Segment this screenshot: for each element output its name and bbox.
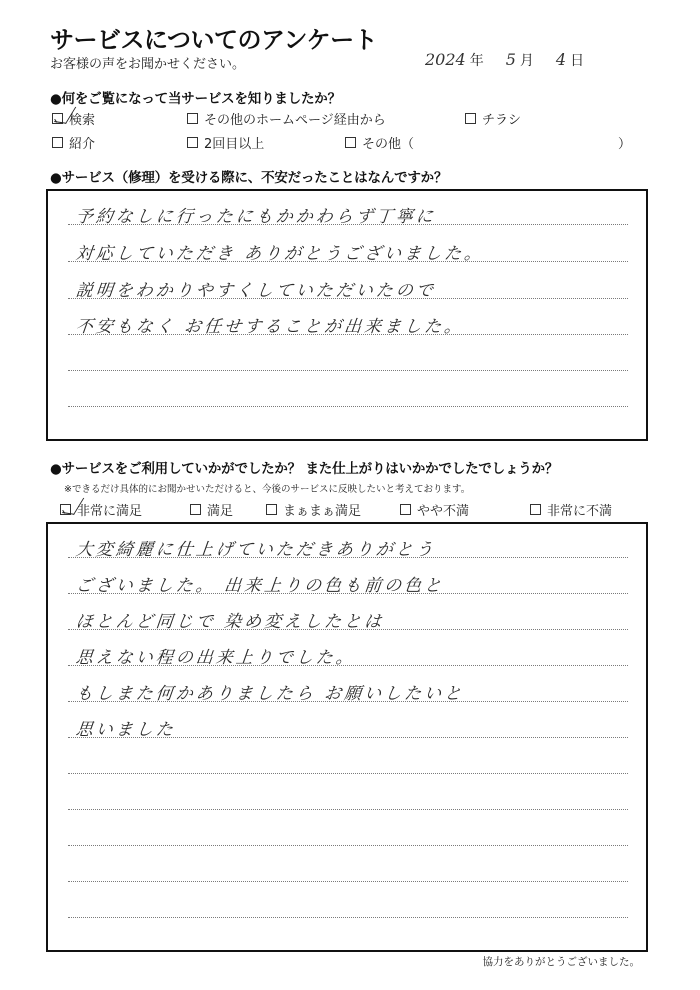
q1-option-repeat[interactable] bbox=[187, 133, 264, 152]
date-year-unit: 年 bbox=[469, 53, 484, 69]
q3-rating-label: 非常に不満 bbox=[547, 504, 613, 519]
checkbox-checked-icon[interactable] bbox=[60, 504, 71, 515]
q3-rating-somewhat-dissatisfied[interactable] bbox=[400, 500, 469, 519]
checkbox-icon[interactable] bbox=[345, 137, 356, 148]
checkbox-icon[interactable] bbox=[266, 504, 277, 515]
checkbox-icon[interactable] bbox=[187, 137, 198, 148]
date-year-value[interactable]: 2024 bbox=[425, 50, 466, 69]
ruled-line bbox=[68, 917, 628, 918]
q1-option-label: 2回目以上 bbox=[204, 137, 265, 152]
date-month-unit: 月 bbox=[519, 53, 534, 69]
checkbox-icon[interactable] bbox=[530, 504, 541, 515]
handwritten-answer-line: 不安もなく お任せすることが出来ました。 bbox=[74, 317, 466, 337]
q1-option-label: チラシ bbox=[482, 113, 522, 128]
date-month-value[interactable]: 5 bbox=[505, 50, 516, 69]
q3-rating-label: 満足 bbox=[207, 504, 234, 519]
checkbox-icon[interactable] bbox=[400, 504, 411, 515]
handwritten-answer-line: 説明をわかりやすくしていただいたので bbox=[74, 281, 437, 301]
handwritten-answer-line: 思えない程の出来上りでした。 bbox=[74, 648, 357, 668]
date-day-unit: 日 bbox=[570, 53, 585, 69]
q3-note: ※できるだけ具体的にお聞かせいただけると、今後のサービスに反映したいと考えております。 bbox=[64, 484, 471, 495]
checkbox-checked-icon[interactable] bbox=[52, 113, 63, 124]
q3-heading: ●サービスをご利用していかがでしたか？ また仕上がりはいかかでしたでしょうか？ bbox=[50, 461, 559, 477]
handwritten-answer-line: ございました。 出来上りの色も前の色と bbox=[74, 576, 446, 596]
survey-title: サービスについてのアンケート bbox=[50, 26, 378, 54]
survey-subtitle: お客様の声をお聞かせください。 bbox=[50, 57, 246, 72]
handwritten-answer-line: 予約なしに行ったにもかかわらず丁寧に bbox=[74, 207, 437, 227]
checkbox-icon[interactable] bbox=[187, 113, 198, 124]
checkbox-icon[interactable] bbox=[190, 504, 201, 515]
q1-option-referral[interactable] bbox=[52, 133, 95, 152]
q1-heading: ●何をご覧になって当サービスを知りましたか？ bbox=[50, 91, 341, 107]
ruled-line bbox=[68, 773, 628, 774]
handwritten-answer-line: 対応していただき ありがとうございました。 bbox=[74, 244, 486, 264]
date-day-value[interactable]: 4 bbox=[555, 50, 567, 69]
handwritten-answer-line: 思いました bbox=[74, 720, 177, 740]
ruled-line bbox=[68, 809, 628, 810]
date-field[interactable] bbox=[425, 50, 584, 70]
q2-answer-box[interactable] bbox=[46, 189, 648, 441]
q1-option-other[interactable] bbox=[345, 133, 414, 152]
ruled-line bbox=[68, 881, 628, 882]
footer-thanks: 協力をありがとうございました。 bbox=[482, 956, 640, 968]
q3-rating-very-satisfied[interactable] bbox=[60, 500, 142, 519]
handwritten-answer-line: ほとんど同じで 染め変えしたとは bbox=[74, 612, 386, 632]
q1-option-label: その他（ bbox=[362, 137, 415, 152]
ruled-line bbox=[68, 370, 628, 371]
checkbox-icon[interactable] bbox=[465, 113, 476, 124]
q3-rating-label: やや不満 bbox=[417, 504, 470, 519]
q1-option-label: 紹介 bbox=[69, 137, 96, 152]
q2-heading: ●サービス（修理）を受ける際に、不安だったことはなんですか？ bbox=[50, 170, 448, 186]
q3-rating-label: 非常に満足 bbox=[77, 504, 143, 519]
handwritten-answer-line: 大変綺麗に仕上げていただきありがとう bbox=[74, 540, 437, 560]
checkbox-icon[interactable] bbox=[52, 137, 63, 148]
ruled-line bbox=[68, 406, 628, 407]
q1-option-other-homepage[interactable] bbox=[187, 109, 386, 128]
handwritten-answer-line: もしまた何かありましたら お願いしたいと bbox=[74, 684, 466, 704]
q3-rating-label: まぁまぁ満足 bbox=[283, 504, 362, 519]
q1-option-search[interactable] bbox=[52, 109, 95, 128]
q1-other-close-paren: ） bbox=[618, 137, 632, 152]
q3-rating-satisfied[interactable] bbox=[190, 500, 233, 519]
q1-option-label: 検索 bbox=[69, 113, 96, 128]
q1-option-flyer[interactable] bbox=[465, 109, 521, 128]
q3-answer-box[interactable] bbox=[46, 522, 648, 952]
q1-option-label: その他のホームページ経由から bbox=[204, 113, 386, 128]
q3-rating-somewhat-satisfied[interactable] bbox=[266, 500, 361, 519]
q3-rating-very-dissatisfied[interactable] bbox=[530, 500, 612, 519]
ruled-line bbox=[68, 845, 628, 846]
